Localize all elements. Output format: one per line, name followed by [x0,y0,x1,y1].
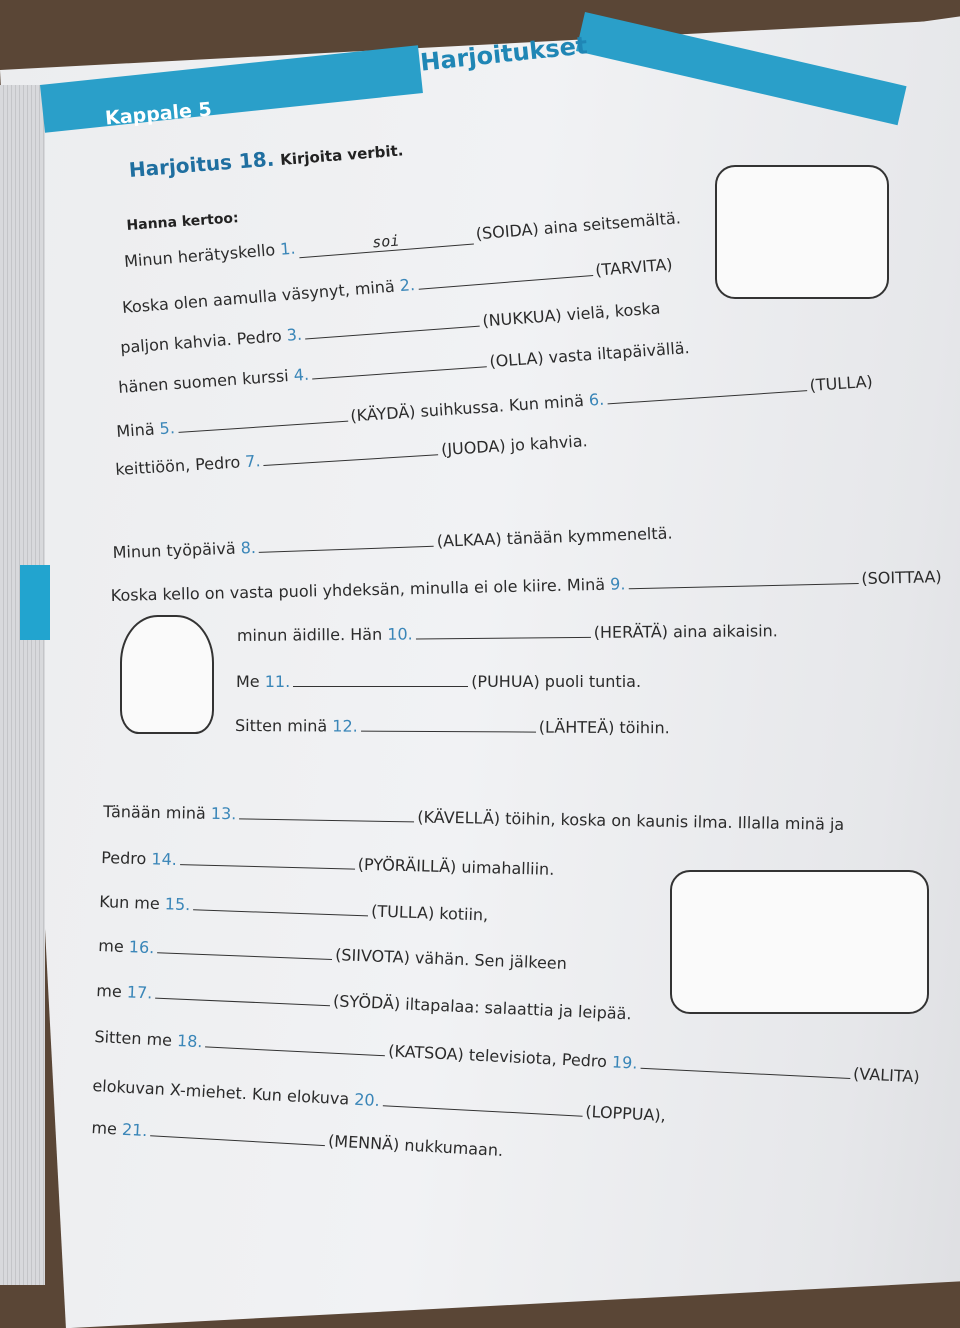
exercise-intro: Hanna kertoo: [126,210,240,234]
item-number: 5. [158,418,176,439]
answer-blank[interactable] [180,846,355,870]
sentence-text: Kun me [99,892,166,914]
sentence-text: (JUODA) jo kahvia. [440,431,589,460]
item-number: 20. [353,1089,381,1111]
sentence-text: (PUHUA) puoli tuntia. [471,672,642,691]
answer-blank[interactable]: soi [298,226,474,259]
sentence-text: Minun työpäivä [112,538,241,562]
item-number: 7. [244,451,262,472]
sentence-text: (HERÄTÄ) aina aikaisin. [593,621,778,642]
sentence-text: (TARVITA) [594,254,674,280]
answer-blank[interactable] [628,565,858,589]
sentence-text: minun äidille. Hän [236,624,388,645]
sentence-text: (OLLA) vasta iltapäivällä. [488,338,691,372]
answer-blank[interactable] [361,713,536,733]
sentence-text: (KÄVELLÄ) töihin, koska on kaunis ilma. Illalla minä ja [417,807,845,834]
sentence-text: Tänään minä [103,802,212,823]
exercise-number: Harjoitus 18. [128,146,276,182]
page-edges [0,85,45,1285]
sentence-text: Minun herätyskello [123,239,281,272]
sentence-text: (TULLA) [809,371,874,395]
item-number: 1. [279,238,297,259]
illustration-woman-phone [120,615,214,734]
sentence-text: Koska kello on vasta puoli yhdeksän, minulla ei ole kiire. Minä [110,574,611,605]
item-number: 8. [240,538,257,558]
sentence-text: keittiöön, Pedro [114,452,246,479]
item-number: 16. [128,937,155,958]
item-number: 2. [398,275,416,296]
chapter-label: Kappale 5 [104,98,213,130]
sentence-text: Sitten me [94,1027,178,1051]
item-number: 11. [264,672,291,691]
item-number: 12. [332,716,358,736]
sentence-text: (MENNÄ) nukkumaan. [327,1131,504,1161]
sentence-text: paljon kahvia. Pedro [119,325,288,357]
answer-blank[interactable] [416,619,591,640]
sentence-text: Pedro [101,848,152,869]
sentence-text: Minä [115,419,161,441]
sentence-text: Koska olen aamulla väsynyt, minä [121,276,401,317]
item-number: 19. [611,1052,638,1073]
sentence-row [235,712,670,737]
item-number: 14. [151,849,178,869]
illustration-cleaning [670,870,929,1014]
sentence-text: Me [236,672,265,691]
section-title: Harjoitukset [418,31,589,77]
sentence-text: hänen suomen kurssi [117,365,295,397]
sentence-text: (KÄYDÄ) suihkussa. Kun minä [349,390,590,426]
item-number: 3. [286,324,303,345]
sentence-text: (LÄHTEÄ) töihin. [538,717,670,738]
item-number: 13. [210,803,237,824]
item-number: 6. [588,389,605,410]
sentence-text: me [96,981,128,1002]
sentence-text: (ALKAA) tänään kymmeneltä. [436,523,673,551]
chapter-tab [20,565,50,640]
sentence-text: (SOITTAA) [861,567,942,588]
sentence-text: (TULLA) kotiin, [370,901,489,925]
sentence-text: (KATSOA) televisiota, Pedro [387,1041,613,1072]
sentence-text: (SYÖDÄ) iltapalaa: salaattia ja leipää. [332,991,632,1024]
sentence-row [236,668,641,691]
sentence-text: (NUKKUA) vielä, koska [481,298,661,331]
sentence-text: me [91,1118,123,1139]
sentence-text: elokuvan X-miehet. Kun elokuva [92,1076,355,1109]
sentence-text: (PYÖRÄILLÄ) uimahalliin. [357,854,555,879]
item-number: 15. [164,894,191,915]
sentence-text: (SIIVOTA) vähän. Sen jälkeen [334,945,568,973]
item-number: 9. [609,574,626,594]
item-number: 10. [387,624,413,644]
sentence-row [237,617,778,645]
item-number: 17. [126,982,153,1003]
sentence-text: (LOPPUA), [584,1101,667,1126]
answer-blank[interactable] [239,800,414,822]
sentence-text: Sitten minä [235,716,333,736]
answer-blank[interactable] [293,668,468,687]
item-number: 21. [121,1119,148,1141]
item-number: 4. [293,364,310,385]
sentence-text: me [98,936,130,957]
item-number: 18. [176,1031,203,1052]
exercise-instruction: Kirjoita verbit. [279,141,404,170]
sentence-text: (VALITA) [852,1064,921,1087]
illustration-couple-kitchen [715,165,889,299]
sentence-text: (SOIDA) aina seitsemältä. [475,208,682,244]
